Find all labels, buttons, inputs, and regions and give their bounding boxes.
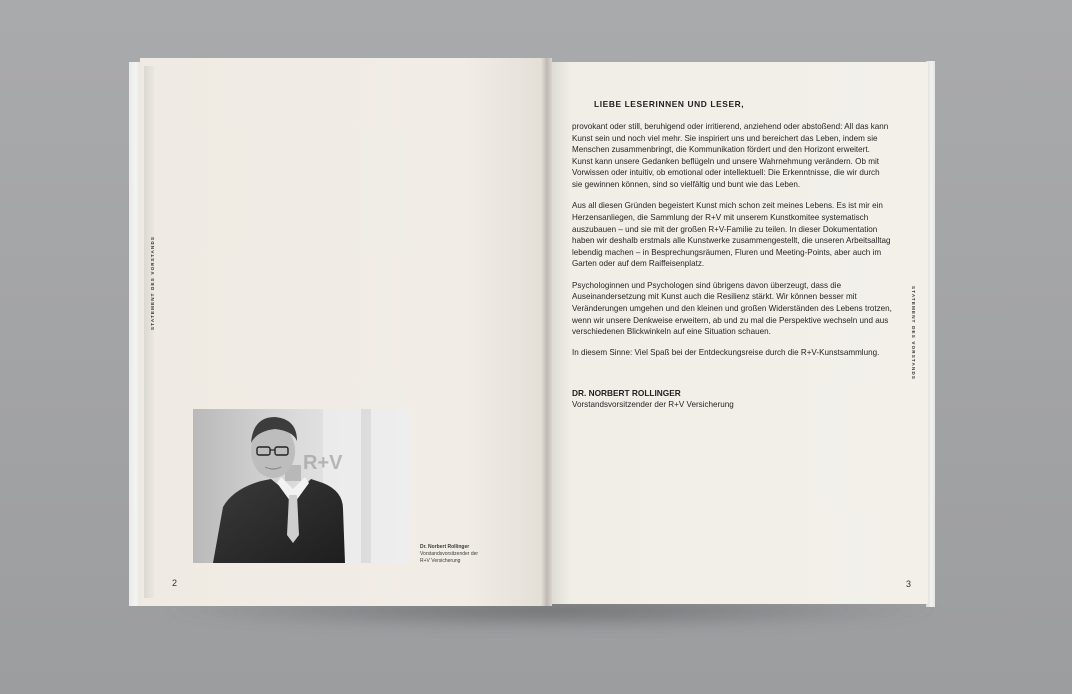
page-stack-strip — [144, 66, 154, 598]
page-number-right: 3 — [906, 579, 912, 589]
signature-role: Vorstandsvorsitzender der R+V Versicherung — [572, 400, 734, 409]
caption-role-line2: R+V Versicherung — [420, 558, 461, 564]
photo-caption — [420, 544, 478, 565]
book-gutter — [540, 58, 552, 606]
paragraph: In diesem Sinne: Viel Spaß bei der Entdeckungsreise durch die R+V-Kunstsammlung. — [572, 348, 880, 358]
letter-heading: LIEBE LESERINNEN UND LESER, — [594, 99, 745, 109]
running-head-left: STATEMENT DES VORSTANDS — [150, 235, 155, 330]
running-head-right: STATEMENT DES VORSTANDS — [911, 286, 916, 381]
rv-logo-text: R+V — [303, 452, 343, 474]
caption-role-line1: Vorstandsvorsitzender der — [420, 551, 479, 557]
caption-name: Dr. Norbert Rollinger — [420, 544, 470, 550]
portrait-illustration — [193, 409, 409, 563]
paragraph: Psychologinnen und Psychologen sind übrigens davon überzeugt, dass die Auseinandersetzung mit Kunst auch die Resilienz stärkt. Wir können besser mit Veränderungen umgehen und den kleinen und großen Widerständen des Lebens trotzen, wenn wir unsere Denkweise erweitern, ab und zu mal die Perspektive wechseln und aus verschiedenen Blickwinkeln auf eine Situation schauen. — [572, 280, 892, 337]
paragraph: provokant oder still, beruhigend oder irritierend, anziehend oder abstoßend: All das kann Kunst sein und noch viel mehr. Sie inspiriert uns und bereichert das Leben, indem sie Menschen zusammenbringt, die Kommunikation fördert und den Horizont erweitert. Kunst kann unsere Gedanken beflügeln und unsere Wahrnehmung verändern. Ob mit Vorwissen oder intuitiv, ob emotional oder intellektuell: Die Erkenntnisse, die wir durch sie gewinnen können, sind so vielfältig und bunt wie das Leben. — [572, 122, 889, 189]
page-number-left: 2 — [172, 578, 178, 588]
letter-body — [572, 121, 892, 369]
paragraph: Aus all diesen Gründen begeistert Kunst mich schon zeit meines Lebens. Es ist mir ein Herzensanliegen, die Sammlung der R+V mit unserem Kunstkomitee systematisch auszubauen – und sie mit der großen R+V-Familie zu teilen. In dieser Dokumentation haben wir deshalb erstmals alle Kunstwerke zusammengestellt, die unseren Arbeitsalltag lebendig machen – in Besprechungsräumen, Fluren und Meeting-Points, aber auch im Garten oder auf dem Raiffeisenplatz. — [572, 201, 891, 269]
portrait-photo — [193, 409, 409, 563]
signature-name: DR. NORBERT ROLLINGER — [572, 388, 681, 398]
